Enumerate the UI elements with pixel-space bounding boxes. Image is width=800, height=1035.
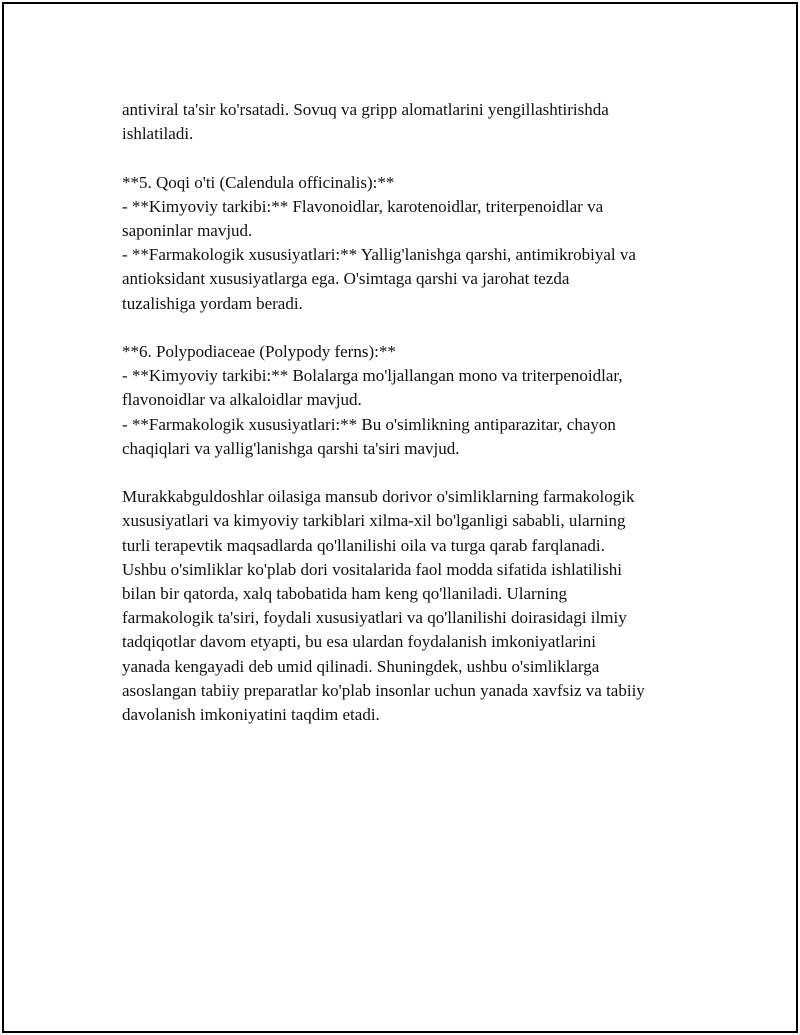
paragraph-line: antiviral ta'sir ko'rsatadi. Sovuq va gripp alomatlarini yengillashtirishda: [122, 100, 609, 119]
paragraph-line: bilan bir qatorda, xalq tabobatida ham keng qo'llaniladi. Ularning: [122, 584, 567, 604]
list-item-line: chaqiqlari va yallig'lanishga qarshi ta'siri mavjud.: [122, 438, 460, 458]
paragraph-line: tadqiqotlar davom etyapti, bu esa ulardan foydalanish imkoniyatlarini: [122, 632, 596, 652]
paragraph-line: davolanish imkoniyatini taqdim etadi.: [122, 705, 380, 725]
page-frame: [2, 2, 798, 1033]
list-item-line: - **Farmakologik xususiyatlari:** Yallig'lanishga qarshi, antimikrobiyal va: [122, 245, 636, 265]
paragraph-line: Ushbu o'simliklar ko'plab dori vositalarida faol modda sifatida ishlatilishi: [122, 559, 622, 579]
document-body: [122, 98, 702, 727]
section-heading: **5. Qoqi o'ti (Calendula officinalis):**: [122, 172, 395, 192]
list-item-line: flavonoidlar va alkaloidlar mavjud.: [122, 390, 362, 410]
section-heading: **6. Polypodiaceae (Polypody ferns):**: [122, 342, 396, 361]
paragraph-line: Murakkabguldoshlar oilasiga mansub dorivor o'simliklarning farmakologik: [122, 487, 635, 507]
list-item-line: - **Kimyoviy tarkibi:** Flavonoidlar, karotenoidlar, triterpenoidlar va: [122, 196, 604, 216]
list-item-line: antioksidant xususiyatlarga ega. O'simtaga qarshi va jarohat tezda: [122, 269, 570, 289]
paragraph-line: ishlatiladi.: [122, 124, 194, 144]
blank-line: [122, 461, 702, 485]
list-item-line: saponinlar mavjud.: [122, 221, 253, 240]
paragraph-line: farmakologik ta'siri, foydali xususiyatlari va qo'llanilishi doirasidagi ilmiy: [122, 608, 627, 628]
blank-line: [122, 146, 702, 170]
paragraph-line: yanada kengayadi deb umid qilinadi. Shuningdek, ushbu o'simliklarga: [122, 656, 600, 676]
paragraph-line: turli terapevtik maqsadlarda qo'llanilishi oila va turga qarab farqlanadi.: [122, 535, 605, 555]
list-item-line: tuzalishiga yordam beradi.: [122, 293, 303, 313]
list-item-line: - **Kimyoviy tarkibi:** Bolalarga mo'ljallangan mono va triterpenoidlar,: [122, 366, 623, 386]
paragraph-line: asoslangan tabiiy preparatlar ko'plab insonlar uchun yanada xavfsiz va tabiiy: [122, 680, 645, 700]
blank-line: [122, 316, 702, 340]
paragraph-line: xususiyatlari va kimyoviy tarkiblari xilma-xil bo'lganligi sababli, ularning: [122, 511, 626, 531]
list-item-line: - **Farmakologik xususiyatlari:** Bu o'simlikning antiparazitar, chayon: [122, 414, 616, 434]
